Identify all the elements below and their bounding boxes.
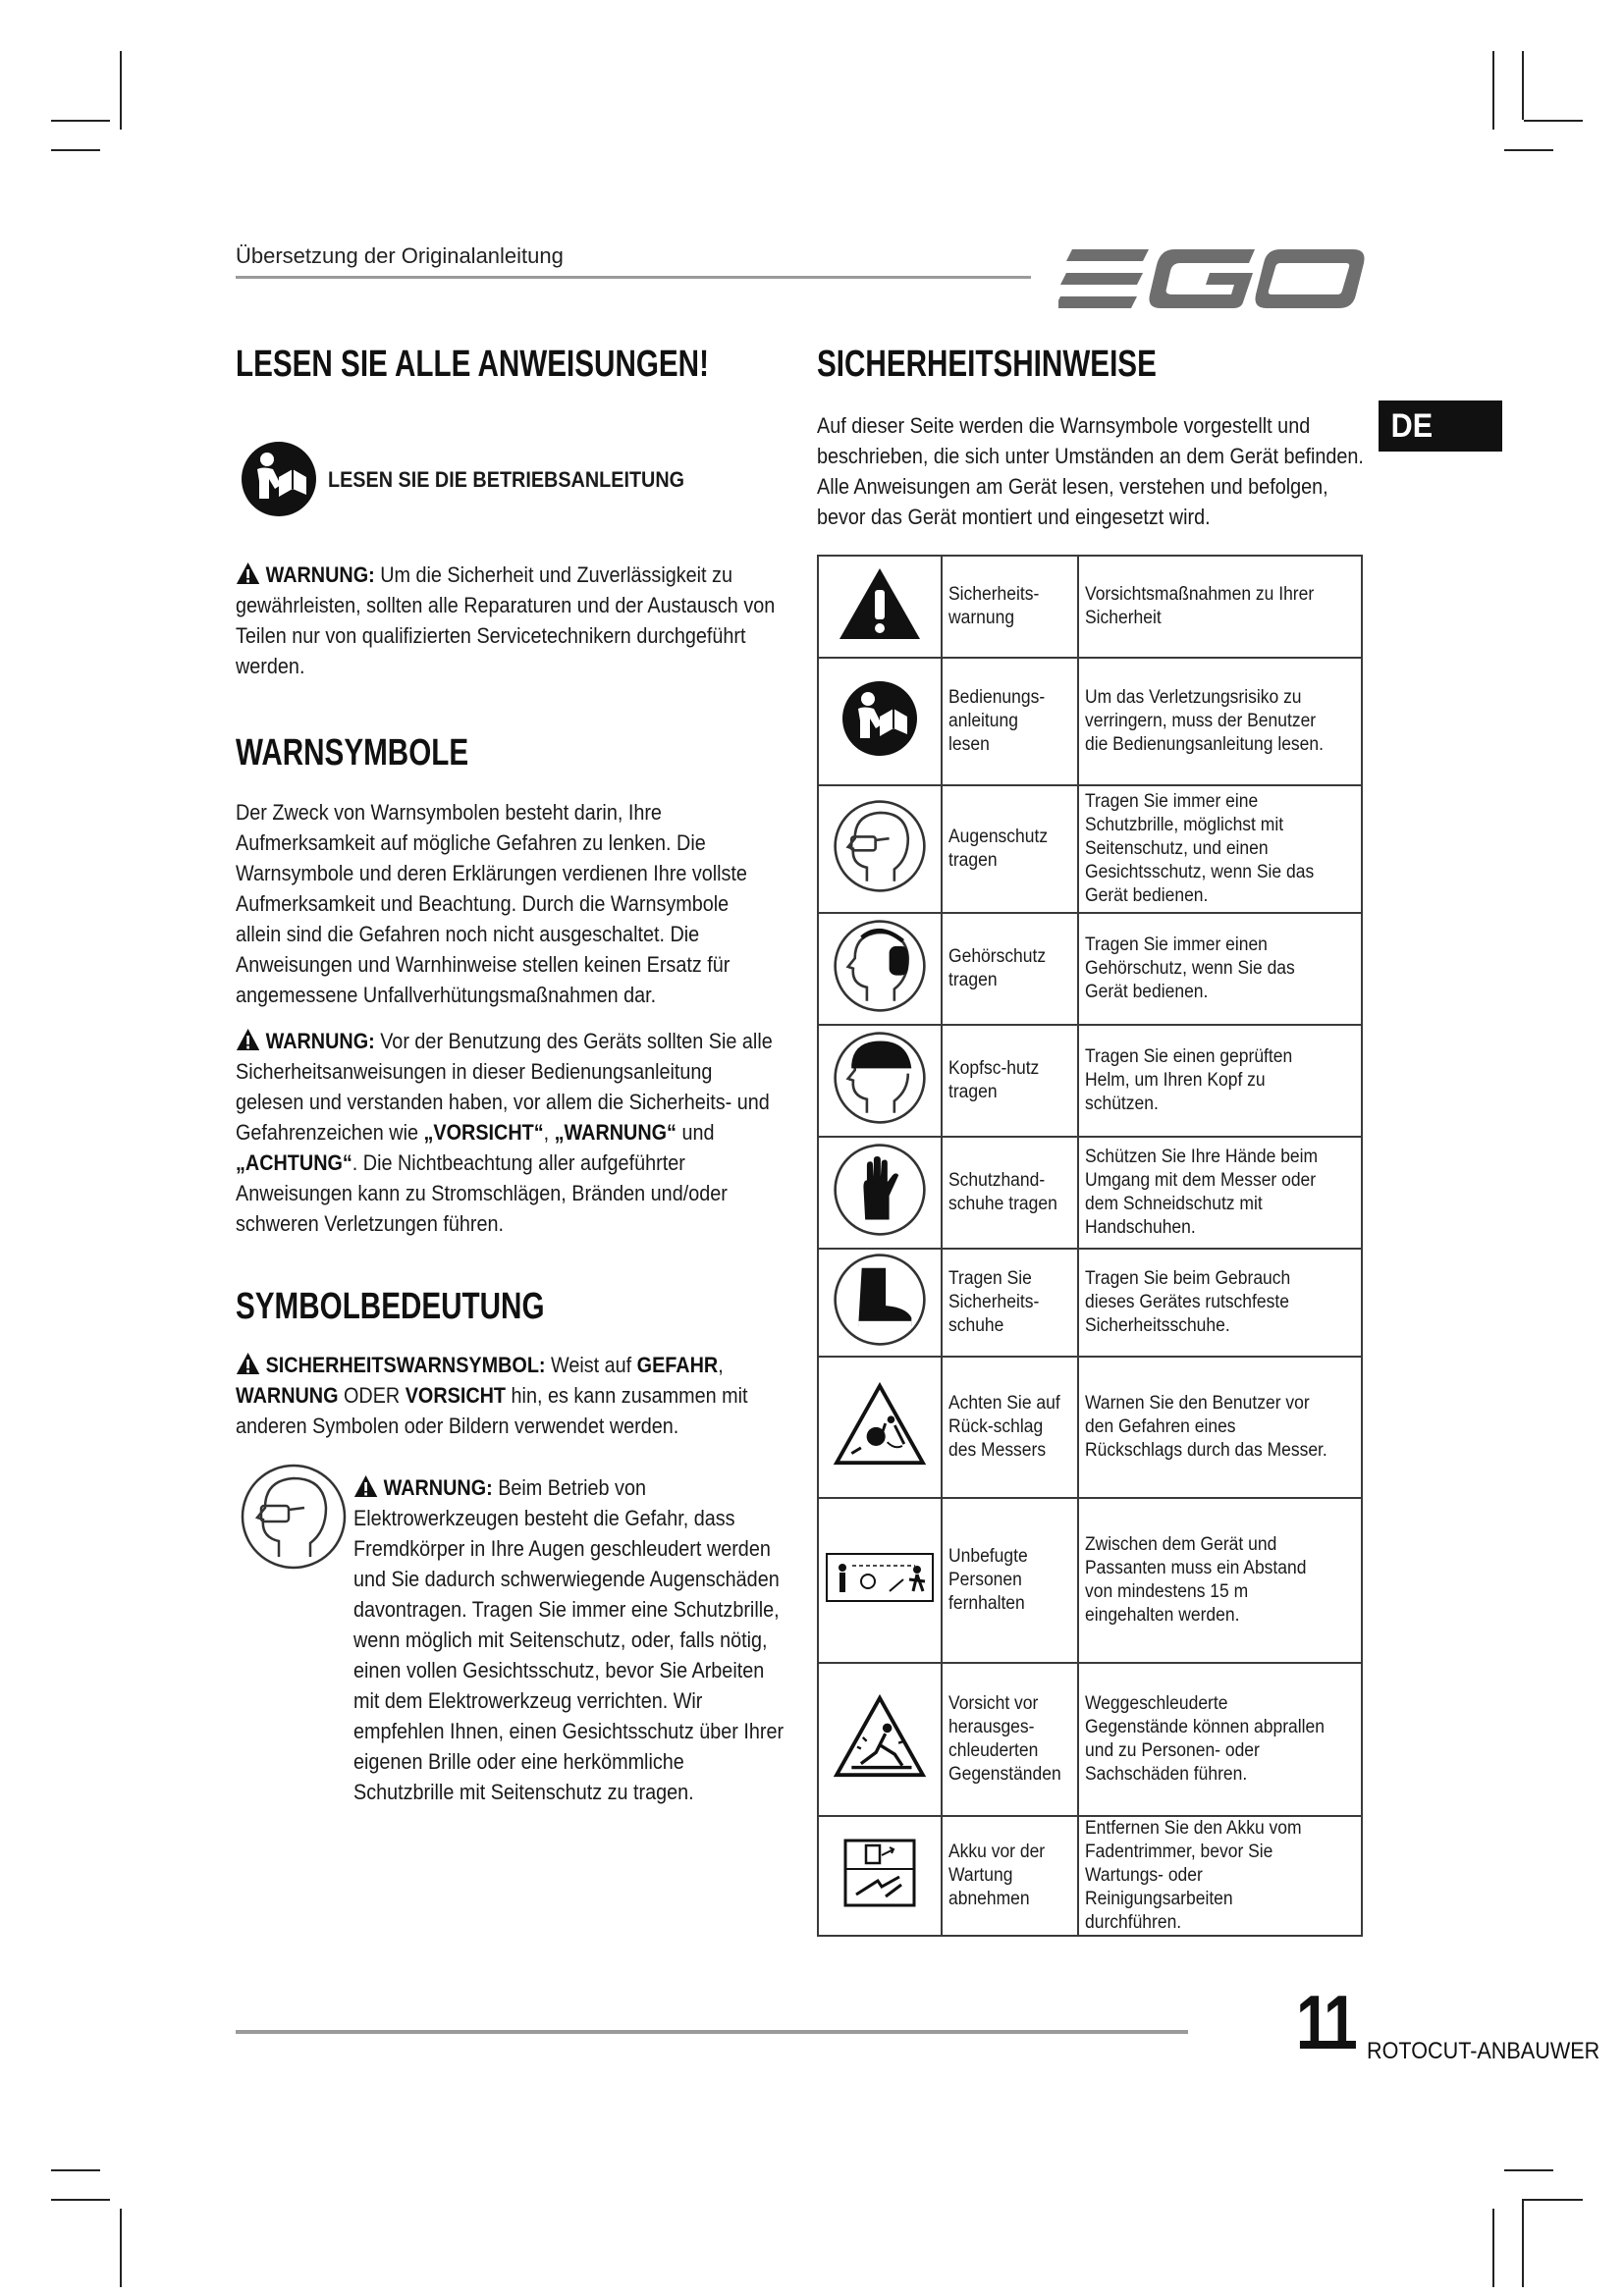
eye-protection-icon <box>833 799 927 893</box>
warning-text: Um die Sicherheit und Zuverlässigkeit zu gewährleisten, sollten alle Reparaturen und der Austausch von Teilen nur von qualifizierten Servicetechnikern durchgeführt werden. <box>236 562 776 678</box>
crop-mark <box>1524 2199 1583 2201</box>
table-row <box>818 913 1362 1025</box>
symbol-desc-text: Um das Verletzungsrisiko zu verringern, muss der Benutzer die Bedienungsanleitung lesen. <box>1084 687 1324 755</box>
safety-alert-label: SICHERHEITSWARNSYMBOL: <box>265 1353 546 1377</box>
symbol-name <box>942 1663 1078 1816</box>
icon-cell <box>818 913 942 1025</box>
symbol-desc-text: Tragen Sie einen geprüften Helm, um Ihren Kopf zu schützen. <box>1084 1046 1292 1114</box>
warning-read-instructions <box>236 1026 777 1239</box>
symbol-desc <box>1078 658 1362 785</box>
warning-text-end: . Die Nichtbeachtung aller aufgeführter Anweisungen kann zu Stromschlägen, Bränden und/oder schweren Verletzungen führen. <box>236 1150 728 1236</box>
symbol-desc <box>1078 785 1362 913</box>
symbol-name <box>942 1137 1078 1249</box>
crop-mark <box>120 51 122 130</box>
bystanders-icon <box>825 1552 935 1603</box>
warnsymbole-title: WARNSYMBOLE <box>236 732 469 774</box>
warning-text: Vor der Benutzung des Geräts sollten Sie alle Sicherheitsanweisungen in dieser Bedienungsanleitung gelesen und verstanden haben, vor allem die Sicherheits- und Gefahrenzeichen wie <box>236 1029 773 1145</box>
text-run: , <box>718 1353 724 1377</box>
read-manual-icon <box>240 440 318 518</box>
icon-cell <box>818 1025 942 1137</box>
symbolbedeutung-title: SYMBOLBEDEUTUNG <box>236 1286 545 1327</box>
symbol-name-text: Kopfsc-hutz tragen <box>948 1058 1040 1102</box>
footer-rule <box>236 2030 1188 2034</box>
warning-triangle-icon <box>236 1352 260 1375</box>
symbol-name-text: Augenschutz tragen <box>948 827 1049 871</box>
symbol-name <box>942 1816 1078 1936</box>
symbol-name <box>942 1249 1078 1357</box>
symbol-name-text: Akku vor der Wartung abnehmen <box>948 1842 1046 1909</box>
symbol-desc <box>1078 1249 1362 1357</box>
text-run: hin, es kann zusammen mit anderen Symbolen oder Bildern verwendet werden. <box>236 1383 748 1438</box>
safety-alert-icon <box>838 564 922 643</box>
warning-text: Beim Betrieb von Elektrowerkzeugen besteht die Gefahr, dass Fremdkörper in Ihre Augen geschleudert werden und Sie dadurch schwerwiegende Augenschäden davontragen. Tragen Sie immer eine Schutzbrille, wenn möglich mit Seitenschutz, oder, falls nötig, einen vollen Gesichtsschutz, bevor Sie Arbeiten mit dem Elektrowerkzeug verrichten. Wir empfehlen Ihnen, einen Gesichtsschutz über Ihrer eigenen Brille oder eine herkömmliche Schutzbrille mit Seitenschutz zu tragen. <box>353 1475 785 1804</box>
symbol-name-text: Sicherheits-warnung <box>948 584 1040 628</box>
table-row <box>818 1498 1362 1663</box>
symbol-name <box>942 658 1078 785</box>
symbol-name <box>942 556 1078 658</box>
eye-warning-text <box>353 1472 790 1807</box>
warnung-term: WARNUNG <box>236 1383 339 1408</box>
warning-repairs <box>236 560 777 681</box>
symbol-desc <box>1078 913 1362 1025</box>
symbol-desc <box>1078 1137 1362 1249</box>
symbol-name-text: Gehörschutz tragen <box>948 946 1047 990</box>
table-row <box>818 1025 1362 1137</box>
symbol-name-text: Achten Sie auf Rück-schlag des Messers <box>948 1393 1060 1461</box>
symbol-desc <box>1078 556 1362 658</box>
crop-mark <box>51 2199 110 2201</box>
safety-boots-icon <box>833 1253 927 1347</box>
crop-mark <box>1524 120 1583 122</box>
warnsymbole-text: Der Zweck von Warnsymbolen besteht darin, Ihre Aufmerksamkeit auf mögliche Gefahren zu lenken. Die Warnsymbole und deren Erklärungen verdienen Ihre vollste Aufmerksamkeit und Beachtung. Durch die Warnsymbole allein sind die Gefahren noch nicht ausgeschaltet. Die Anweisungen und Warnhinweise stellen keinen Ersatz für angemessene Unfallverhütungsmaßnahmen dar. <box>236 800 747 1007</box>
table-row <box>818 1816 1362 1936</box>
warning-triangle-icon <box>236 561 260 585</box>
symbol-desc <box>1078 1357 1362 1498</box>
header-subtitle: Übersetzung der Originalanleitung <box>236 243 564 268</box>
achtung-term: „ACHTUNG“ <box>236 1150 352 1175</box>
document-title: ROTOCUT-ANBAUWER <box>1367 2038 1600 2064</box>
icon-cell <box>818 1137 942 1249</box>
symbol-name <box>942 1357 1078 1498</box>
intro-text: Auf dieser Seite werden die Warnsymbole vorgestellt und beschrieben, die sich unter Umständen an dem Gerät befinden. Alle Anweisungen am Gerät lesen, verstehen und befolgen, bevor das Gerät montiert und eingesetzt wird. <box>817 413 1364 529</box>
page-number: 11 <box>1296 1979 1355 2065</box>
sicherheitshinweise-title: SICHERHEITSHINWEISE <box>817 344 1157 385</box>
header-rule <box>236 276 1031 279</box>
symbol-name-text: Bedienungs-anleitung lesen <box>948 687 1046 755</box>
gloves-icon <box>833 1143 927 1237</box>
read-all-title: LESEN SIE ALLE ANWEISUNGEN! <box>236 344 709 385</box>
crop-mark <box>1492 51 1494 130</box>
read-manual-icon <box>840 679 919 758</box>
symbol-name-text: Vorsicht vor herausges-chleuderten Gegenständen <box>948 1693 1061 1785</box>
helmet-icon <box>833 1031 927 1125</box>
table-row <box>818 1137 1362 1249</box>
gefahr-term: GEFAHR <box>636 1353 719 1377</box>
vorsicht-term: „VORSICHT“ <box>423 1120 544 1145</box>
crop-mark <box>1522 51 1524 120</box>
table-row <box>818 1357 1362 1498</box>
table-row <box>818 1249 1362 1357</box>
icon-cell <box>818 556 942 658</box>
icon-cell <box>818 785 942 913</box>
symbol-desc-text: Weggeschleuderte Gegenstände können abprallen und zu Personen- oder Sachschäden führen. <box>1084 1693 1325 1785</box>
table-row <box>818 658 1362 785</box>
crop-mark <box>51 149 100 151</box>
symbol-desc <box>1078 1663 1362 1816</box>
symbol-desc-text: Tragen Sie immer eine Schutzbrille, möglichst mit Seitenschutz, und einen Gesichtsschutz, wenn Sie das Gerät bedienen. <box>1084 791 1314 906</box>
symbol-desc-text: Tragen Sie immer einen Gehörschutz, wenn Sie das Gerät bedienen. <box>1084 934 1295 1002</box>
crop-mark <box>1492 2209 1494 2287</box>
symbol-table <box>817 555 1363 1937</box>
symbol-name-text: Unbefugte Personen fernhalten <box>948 1546 1028 1614</box>
symbol-desc-text: Tragen Sie beim Gebrauch dieses Gerätes rutschfeste Sicherheitsschuhe. <box>1084 1268 1290 1336</box>
symbol-desc-text: Warnen Sie den Benutzer vor den Gefahren eines Rückschlags durch das Messer. <box>1084 1393 1327 1461</box>
table-row <box>818 785 1362 913</box>
symbol-name-text: Schutzhand-schuhe tragen <box>948 1170 1057 1214</box>
remove-battery-icon <box>842 1838 917 1908</box>
symbol-name <box>942 785 1078 913</box>
eye-protection-icon <box>240 1463 348 1571</box>
crop-mark <box>1522 2199 1524 2287</box>
warning-label: WARNUNG: <box>265 562 375 587</box>
symbol-desc <box>1078 1816 1362 1936</box>
crop-mark <box>1504 2169 1553 2171</box>
warning-label: WARNUNG: <box>265 1029 375 1053</box>
ego-logo <box>1058 243 1367 314</box>
separator: , <box>543 1120 555 1145</box>
warning-triangle-icon <box>353 1474 378 1498</box>
symbol-desc-text: Zwischen dem Gerät und Passanten muss ein Abstand von mindestens 15 m eingehalten werden. <box>1084 1534 1307 1626</box>
table-row <box>818 1663 1362 1816</box>
icon-cell <box>818 1498 942 1663</box>
icon-cell <box>818 1816 942 1936</box>
crop-mark <box>1504 149 1553 151</box>
thrown-objects-icon <box>833 1694 927 1779</box>
vorsicht-term: VORSICHT <box>405 1383 507 1408</box>
warning-triangle-icon <box>236 1028 260 1051</box>
separator: und <box>676 1120 715 1145</box>
symbol-name <box>942 1025 1078 1137</box>
symbol-desc <box>1078 1025 1362 1137</box>
warning-label: WARNUNG: <box>383 1475 493 1500</box>
language-tab: DE <box>1379 400 1502 452</box>
hearing-protection-icon <box>833 919 927 1013</box>
icon-cell <box>818 658 942 785</box>
crop-mark <box>51 2169 100 2171</box>
icon-cell <box>818 1249 942 1357</box>
symbol-desc-text: Entfernen Sie den Akku vom Fadentrimmer, bevor Sie Wartungs- oder Reinigungsarbeiten durchführen. <box>1084 1818 1302 1933</box>
icon-cell <box>818 1663 942 1816</box>
icon-cell <box>818 1357 942 1498</box>
symbol-name <box>942 913 1078 1025</box>
symbol-name <box>942 1498 1078 1663</box>
symbol-name-text: Tragen Sie Sicherheits-schuhe <box>948 1268 1040 1336</box>
symbol-desc <box>1078 1498 1362 1663</box>
crop-mark <box>120 2209 122 2287</box>
warnung-term: „WARNUNG“ <box>554 1120 677 1145</box>
crop-mark <box>51 120 110 122</box>
symbol-desc-text: Vorsichtsmaßnahmen zu Ihrer Sicherheit <box>1084 584 1314 628</box>
symbol-desc-text: Schützen Sie Ihre Hände beim Umgang mit dem Messer oder dem Schneidschutz mit Handschuhen. <box>1084 1147 1318 1238</box>
table-row <box>818 556 1362 658</box>
kickback-icon <box>833 1382 927 1467</box>
text-run: Weist auf <box>545 1353 637 1377</box>
safety-alert-symbol-text <box>236 1350 777 1441</box>
text-run: ODER <box>338 1383 406 1408</box>
read-manual-label: LESEN SIE DIE BETRIEBSANLEITUNG <box>328 467 685 492</box>
